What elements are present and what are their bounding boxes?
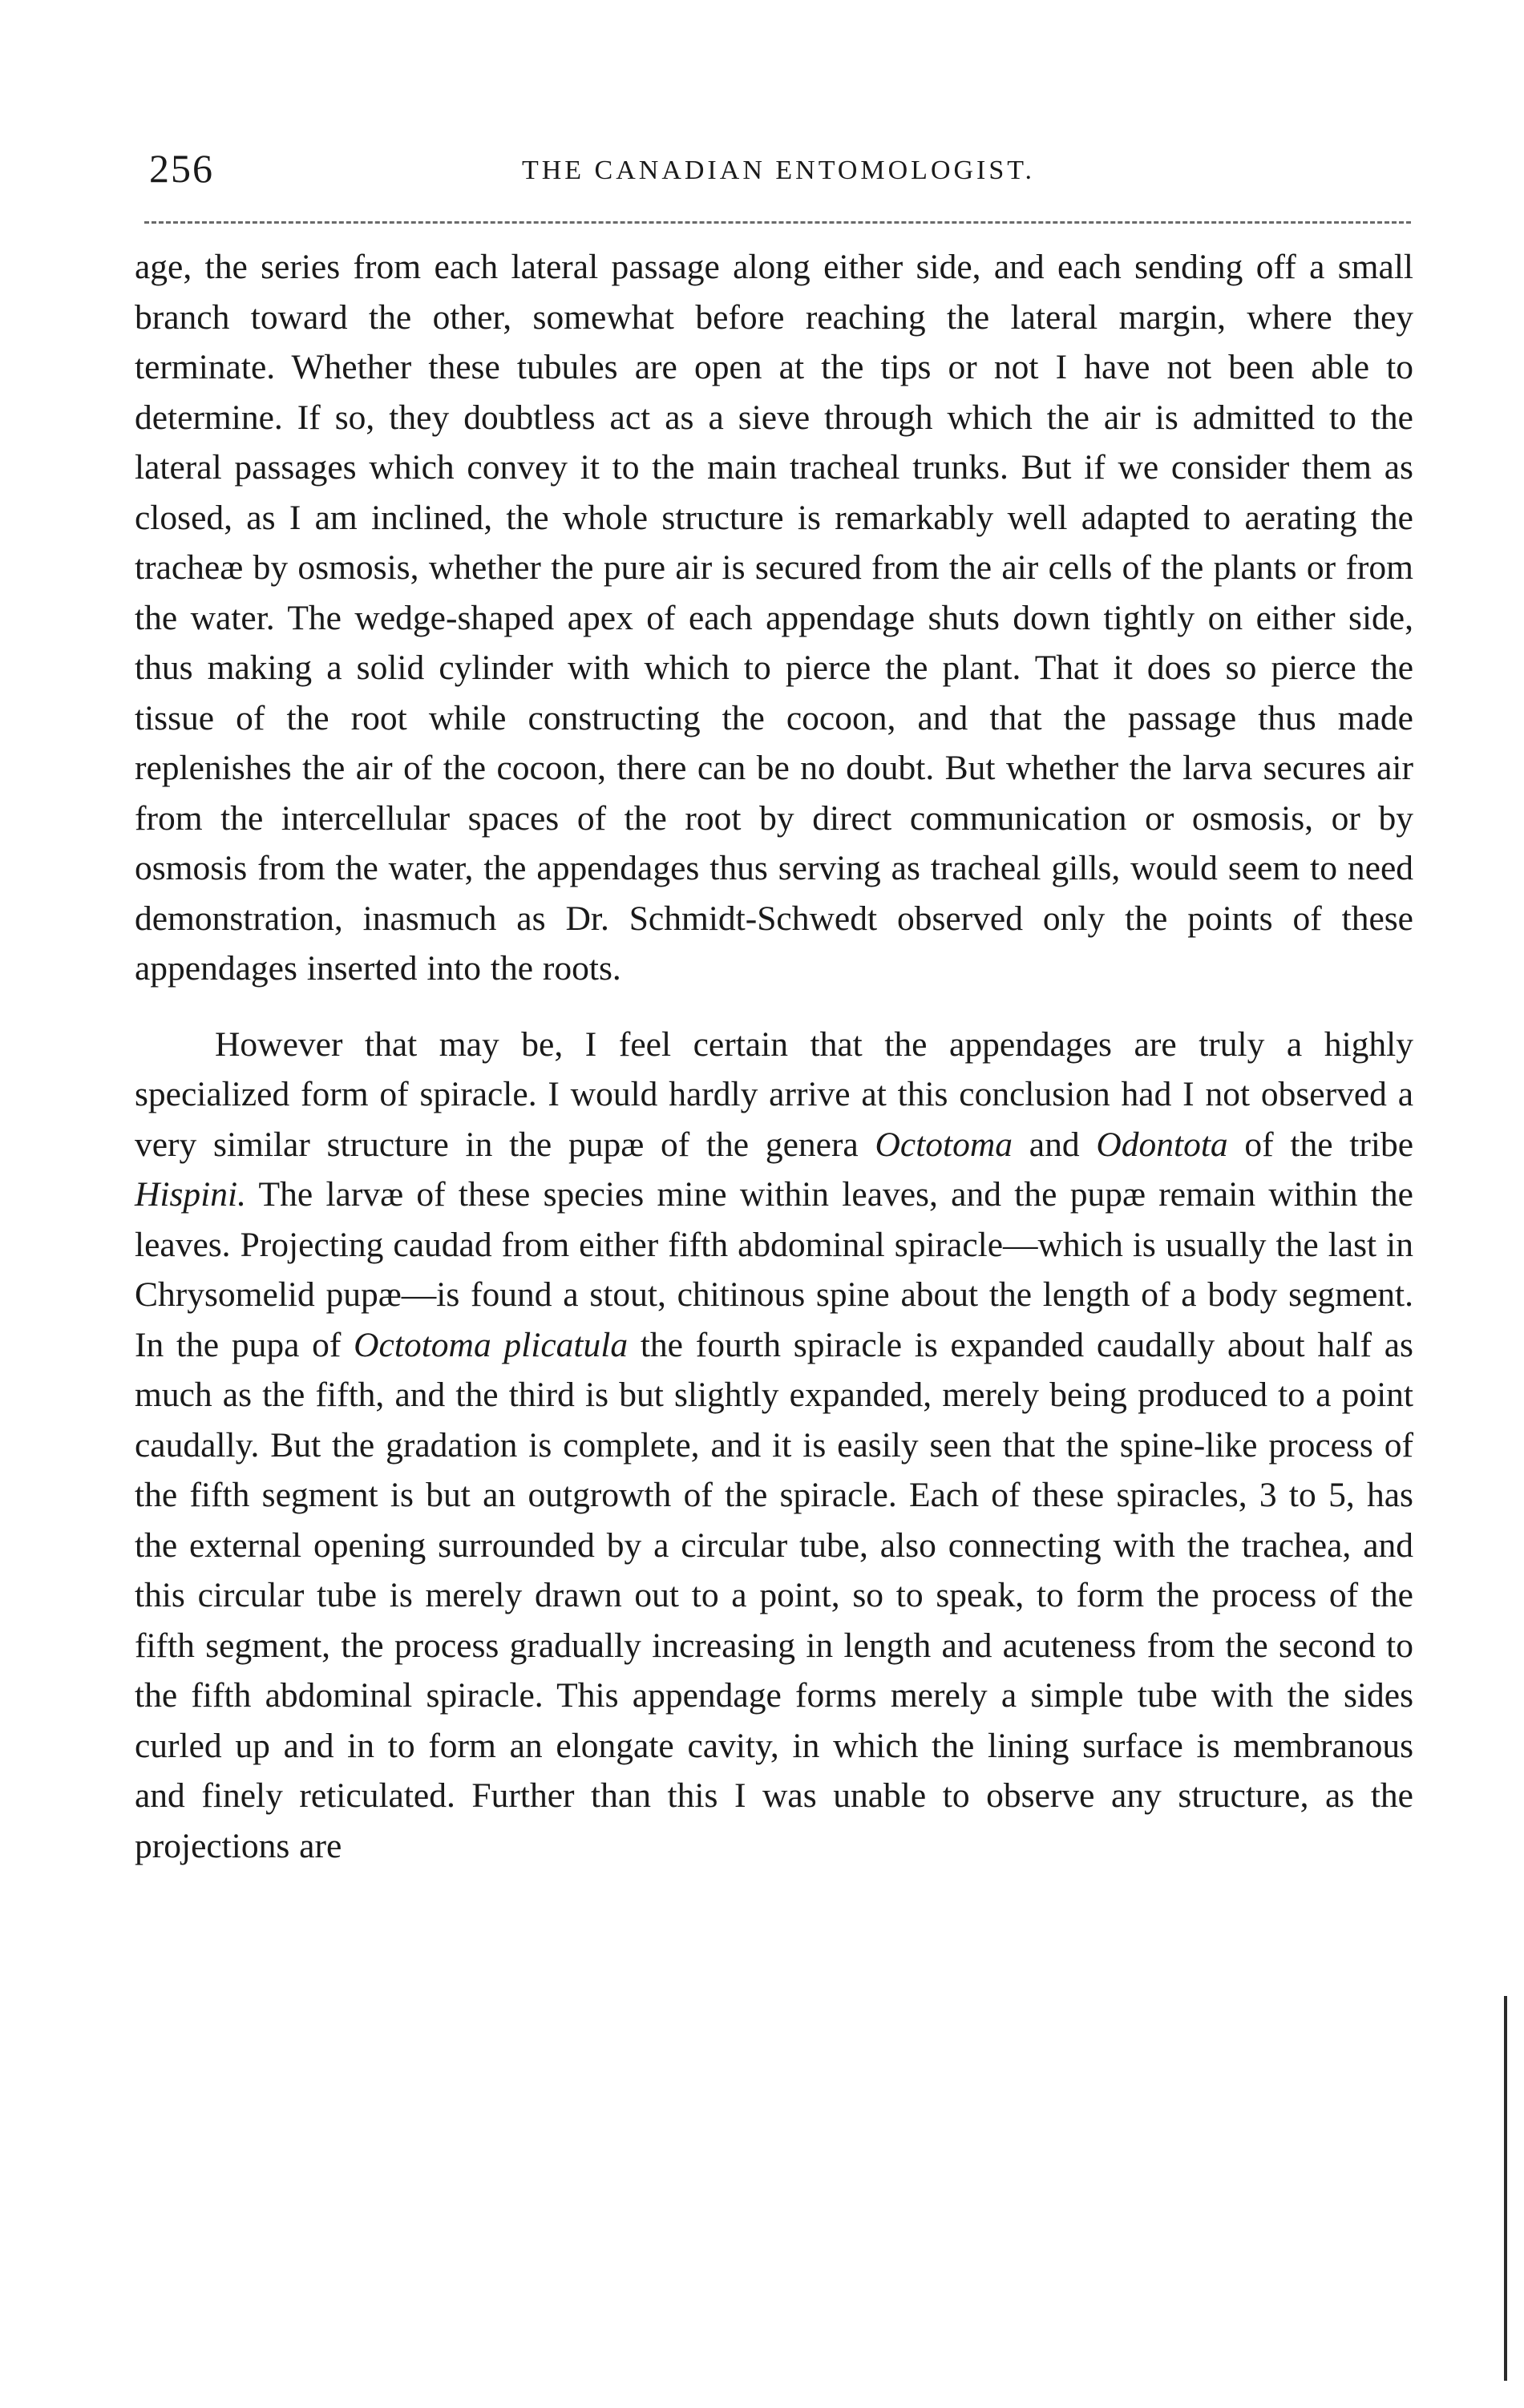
paragraph-text: and <box>1013 1125 1097 1164</box>
paragraph-text: the fourth spiracle is expanded caudally about half as much as the fifth, and the third is but slightly expanded, merely being produced to a point caudally. But the gradation is complete, and it is easily seen that the spine-like process of the fifth segment is but an outgrowth of the spiracle. Each of these spiracles, 3 to 5, has the external opening surrounded by a circular tube, also connecting with the trachea, and this circular tube is merely drawn out to a point, so to speak, to form the process of the fifth segment, the process gradually increasing in length and acuteness from the second to the fifth abdominal spiracle. This appendage forms merely a simple tube with the sides curled up and in to form an elongate cavity, in which the lining surface is membranous and finely reticulated. Further than this I was unable to observe any structure, as the projections are <box>135 1325 1413 1865</box>
header-rule <box>144 221 1411 224</box>
paragraph-text: The larvæ of these species mine within leaves, and the pupæ remain within the leaves. Projecting caudad from either fifth abdominal spiracle—which is usually the last in Chrysomelid pupæ—is found a stout, chitinous spine about the length of a body segment. In the pupa of <box>135 1175 1413 1364</box>
journal-title: THE CANADIAN ENTOMOLOGIST. <box>521 156 1036 185</box>
body-text <box>135 242 1413 1871</box>
margin-scan-mark <box>1504 1996 1507 2381</box>
tribe-name: Hispini. <box>135 1175 246 1214</box>
genus-name: Odontota <box>1096 1125 1228 1164</box>
genus-name: Octotoma <box>875 1125 1013 1164</box>
paragraph-spiracle <box>135 1020 1413 1872</box>
paragraph-continued: age, the series from each lateral passage along either side, and each sending off a small branch toward the other, somewhat before reaching the lateral margin, where they terminate. Whether these tubules are open at the tips or not I have not been able to determine. If so, they doubtless act as a sieve through which the air is admitted to the lateral passages which convey it to the main tracheal trunks. But if we consider them as closed, as I am inclined, the whole structure is remarkably well adapted to aerating the tracheæ by osmosis, whether the pure air is secured from the air cells of the plants or from the water. The wedge-shaped apex of each appendage shuts down tightly on either side, thus making a solid cylinder with which to pierce the plant. That it does so pierce the tissue of the root while constructing the cocoon, and that the passage thus made replenishes the air of the cocoon, there can be no doubt. But whether the larva secures air from the intercellular spaces of the root by direct communication or osmosis, or by osmosis from the water, the appendages thus serving as tracheal gills, would seem to need demonstration, inasmuch as Dr. Schmidt-Schwedt observed only the points of these appendages inserted into the roots. <box>135 248 1413 988</box>
paragraph-text: However that may be, I feel certain that the appendages are truly a highly specialized form of spiracle. I would hardly arrive at this conclusion had I not observed a very similar structure in the pupæ of the genera <box>135 1024 1413 1164</box>
running-head <box>149 144 1408 208</box>
paragraph-text: of the tribe <box>1227 1125 1414 1164</box>
page-number: 256 <box>149 146 214 191</box>
species-name: Octotoma plicatula <box>354 1325 629 1364</box>
